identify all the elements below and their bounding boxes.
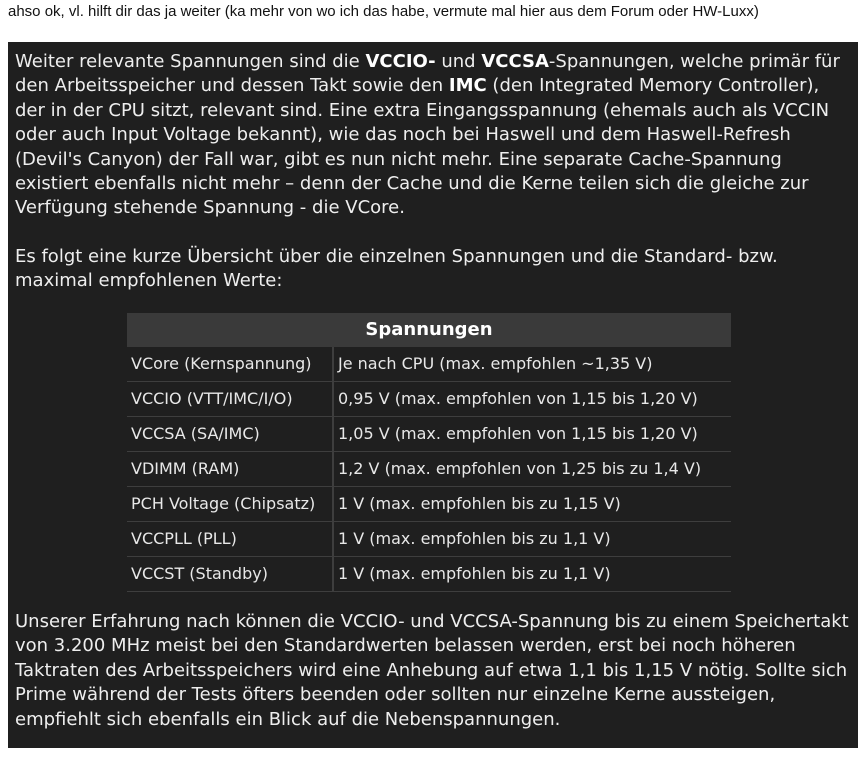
post-intro-text: ahso ok, vl. hilft dir das ja weiter (ka mehr von wo ich das habe, vermute mal hier aus dem Forum oder HW-Luxx) — [8, 3, 759, 20]
table-row — [127, 557, 731, 592]
table-row — [127, 452, 731, 487]
table-row — [127, 522, 731, 557]
quote-block — [8, 42, 858, 748]
voltage-label: VCCPLL (PLL) — [127, 522, 333, 557]
voltage-label: VCore (Kernspannung) — [127, 347, 333, 382]
voltage-value: 1,05 V (max. empfohlen von 1,15 bis 1,20 V) — [333, 417, 731, 452]
table-row — [127, 417, 731, 452]
voltage-label: VCCST (Standby) — [127, 557, 333, 592]
voltage-value: Je nach CPU (max. empfohlen ~1,35 V) — [333, 347, 731, 382]
voltage-value: 0,95 V (max. empfohlen von 1,15 bis 1,20 V) — [333, 382, 731, 417]
table-header: Spannungen — [127, 313, 731, 347]
voltage-label: PCH Voltage (Chipsatz) — [127, 487, 333, 522]
quote-text: und — [435, 51, 482, 72]
quote-text: (den Integrated Memory Controller), der in der CPU sitzt, relevant sind. Eine extra Eingangsspannung (ehemals auch als VCCIN oder auch Input Voltage bekannt), wie das noch bei Haswell und dem Haswell-Refresh (Devil's Canyon) der Fall war, gibt es nun nicht mehr. Eine separate Cache-Spannung existiert ebenfalls nicht mehr – denn der Cache und die Kerne teilen sich die gleiche zur Verfügung stehende Spannung - die VCore. — [15, 75, 830, 219]
quote-paragraph-3: Unserer Erfahrung nach können die VCCIO- und VCCSA-Spannung bis zu einem Speichertakt von 3.200 MHz meist bei den Standardwerten belassen werden, erst bei noch höheren Taktraten des Arbeitsspeichers wird eine Anhebung auf etwa 1,1 bis 1,15 V nötig. Sollte sich Prime während der Tests öfters beenden oder sollten nur einzelne Kerne aussteigen, empfiehlt sich ebenfalls ein Blick auf die Nebenspannungen. — [15, 611, 849, 730]
voltage-table-wrapper — [127, 313, 731, 592]
quote-text: Weiter relevante Spannungen sind die — [15, 51, 366, 72]
quote-bold-vccio: VCCIO- — [365, 51, 436, 72]
quote-text: -Spannungen, welche primär für den Arbeitsspeicher und dessen Takt sowie den — [15, 51, 840, 97]
quote-bold-imc: IMC — [448, 75, 487, 97]
table-row — [127, 487, 731, 522]
voltage-label: VCCSA (SA/IMC) — [127, 417, 333, 452]
table-header-row — [127, 313, 731, 347]
voltage-value: 1,2 V (max. empfohlen von 1,25 bis zu 1,4 V) — [333, 452, 731, 487]
voltage-table — [127, 313, 731, 592]
quote-paragraph-1 — [15, 50, 852, 221]
voltage-label: VCCIO (VTT/IMC/I/O) — [127, 382, 333, 417]
voltage-label: VDIMM (RAM) — [127, 452, 333, 487]
voltage-value: 1 V (max. empfohlen bis zu 1,1 V) — [333, 557, 731, 592]
quote-paragraph-2: Es folgt eine kurze Übersicht über die einzelnen Spannungen und die Standard- bzw. maximal empfohlenen Werte: — [15, 245, 778, 292]
table-row — [127, 347, 731, 382]
table-row — [127, 382, 731, 417]
voltage-value: 1 V (max. empfohlen bis zu 1,1 V) — [333, 522, 731, 557]
quote-bold-vccsa: VCCSA — [481, 51, 549, 72]
voltage-value: 1 V (max. empfohlen bis zu 1,15 V) — [333, 487, 731, 522]
